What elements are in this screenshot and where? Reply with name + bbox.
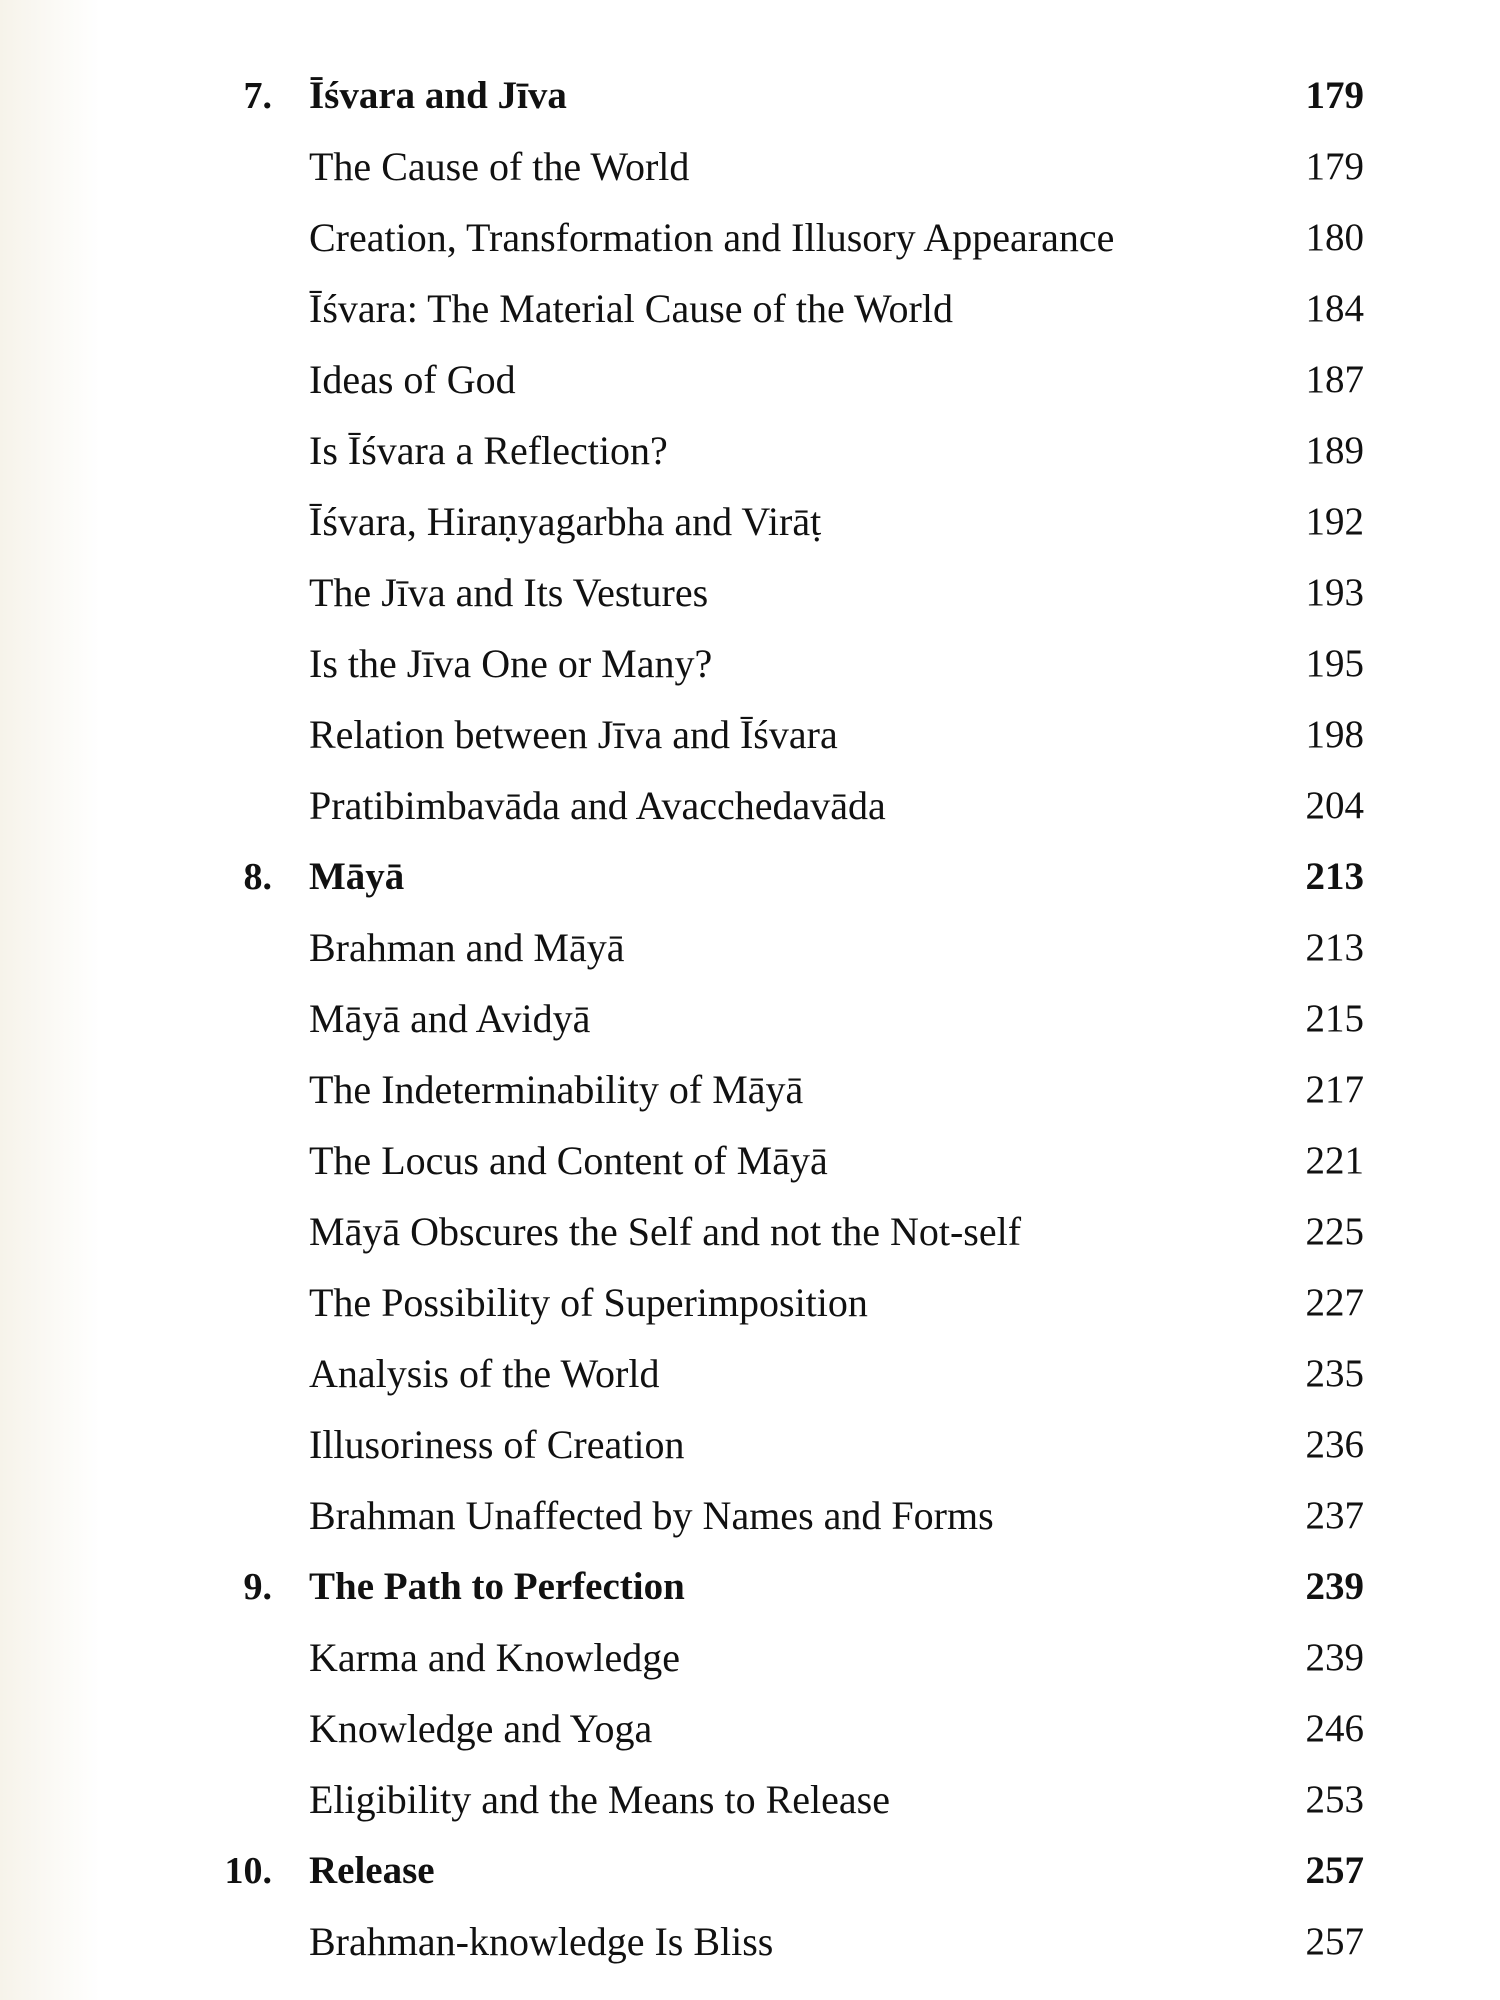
- toc-section-row: [0, 1346, 1500, 1417]
- toc-section-row: [0, 565, 1500, 636]
- page-number: 213: [1305, 855, 1364, 898]
- toc-section-row: [0, 1275, 1500, 1346]
- section-title: The Jīva and Its Vestures: [309, 570, 709, 615]
- section-title: Brahman-knowledge Is Bliss: [309, 1919, 774, 1964]
- section-title: The Possibility of Superimposition: [309, 1280, 868, 1325]
- toc-section-row: [0, 494, 1500, 565]
- section-title: Eligibility and the Means to Release: [309, 1777, 890, 1822]
- section-title: Illusoriness of Creation: [309, 1422, 685, 1467]
- page-number: 179: [1305, 145, 1364, 188]
- chapter-title: Māyā: [309, 855, 405, 898]
- page-number: 257: [1305, 1849, 1364, 1892]
- toc-section-row: [0, 991, 1500, 1062]
- page-number: 198: [1305, 713, 1364, 756]
- toc-chapter-row: [0, 849, 1500, 920]
- page-number: 213: [1305, 926, 1364, 969]
- section-title: Analysis of the World: [309, 1351, 660, 1396]
- page-number: 221: [1305, 1139, 1364, 1182]
- page-number: 253: [1305, 1778, 1364, 1821]
- page-number: 246: [1305, 1707, 1364, 1750]
- page-number: 179: [1305, 74, 1364, 117]
- toc-section-row: [0, 778, 1500, 849]
- toc-chapter-row: [0, 68, 1500, 139]
- section-title: Pratibimbavāda and Avacchedavāda: [309, 783, 886, 828]
- toc-section-row: [0, 423, 1500, 494]
- section-title: Karma and Knowledge: [309, 1635, 680, 1680]
- page-number: 217: [1305, 1068, 1364, 1111]
- toc-section-row: [0, 1772, 1500, 1843]
- chapter-number: 7.: [243, 75, 272, 117]
- section-title: Māyā Obscures the Self and not the Not-self: [309, 1209, 1022, 1254]
- toc-chapter-row: [0, 1843, 1500, 1914]
- section-title: Relation between Jīva and Īśvara: [309, 712, 838, 757]
- page-number: 184: [1305, 287, 1364, 330]
- section-title: Is Īśvara a Reflection?: [309, 428, 668, 473]
- page-number: 237: [1305, 1494, 1364, 1537]
- toc-section-row: [0, 281, 1500, 352]
- page-number: 257: [1305, 1920, 1364, 1963]
- chapter-title: Īśvara and Jīva: [309, 74, 567, 117]
- toc-section-row: [0, 707, 1500, 778]
- toc-section-row: [0, 1914, 1500, 1985]
- toc-section-row: [0, 1488, 1500, 1559]
- toc-chapter-row: [0, 1559, 1500, 1630]
- toc-section-row: [0, 352, 1500, 423]
- toc-section-row: [0, 920, 1500, 991]
- chapter-title: Release: [309, 1849, 435, 1892]
- section-title: Brahman Unaffected by Names and Forms: [309, 1493, 994, 1538]
- page-number: 227: [1305, 1281, 1364, 1324]
- page-number: 180: [1305, 216, 1364, 259]
- section-title: Brahman and Māyā: [309, 925, 625, 970]
- page-number: 235: [1305, 1352, 1364, 1395]
- chapter-number: 8.: [243, 856, 272, 898]
- section-title: Ideas of God: [309, 357, 516, 402]
- toc-section-row: [0, 1133, 1500, 1204]
- section-title: Creation, Transformation and Illusory Appearance: [309, 215, 1115, 260]
- page-number: 192: [1305, 500, 1364, 543]
- page-number: 193: [1305, 571, 1364, 614]
- section-title: Īśvara, Hiraṇyagarbha and Virāṭ: [309, 499, 822, 544]
- toc-section-row: [0, 1630, 1500, 1701]
- section-title: Māyā and Avidyā: [309, 996, 591, 1041]
- section-title: Īśvara: The Material Cause of the World: [309, 286, 953, 331]
- toc-section-row: [0, 636, 1500, 707]
- chapter-title: The Path to Perfection: [309, 1565, 685, 1608]
- page-number: 239: [1305, 1565, 1364, 1608]
- section-title: Is the Jīva One or Many?: [309, 641, 713, 686]
- toc-section-row: [0, 1204, 1500, 1275]
- toc-section-row: [0, 1062, 1500, 1133]
- page-number: 239: [1305, 1636, 1364, 1679]
- toc-section-row: [0, 1701, 1500, 1772]
- toc-section-row: [0, 210, 1500, 281]
- toc-section-row: [0, 139, 1500, 210]
- page-number: 215: [1305, 997, 1364, 1040]
- chapter-number: 10.: [224, 1850, 272, 1892]
- page-number: 225: [1305, 1210, 1364, 1253]
- section-title: The Locus and Content of Māyā: [309, 1138, 828, 1183]
- toc-section-row: [0, 1417, 1500, 1488]
- page-number: 204: [1305, 784, 1364, 827]
- section-title: Knowledge and Yoga: [309, 1706, 653, 1751]
- chapter-number: 9.: [243, 1566, 272, 1608]
- table-of-contents: [0, 68, 1500, 1985]
- page-number: 195: [1305, 642, 1364, 685]
- page-number: 236: [1305, 1423, 1364, 1466]
- page-number: 187: [1305, 358, 1364, 401]
- section-title: The Cause of the World: [309, 144, 690, 189]
- page-number: 189: [1305, 429, 1364, 472]
- section-title: The Indeterminability of Māyā: [309, 1067, 804, 1112]
